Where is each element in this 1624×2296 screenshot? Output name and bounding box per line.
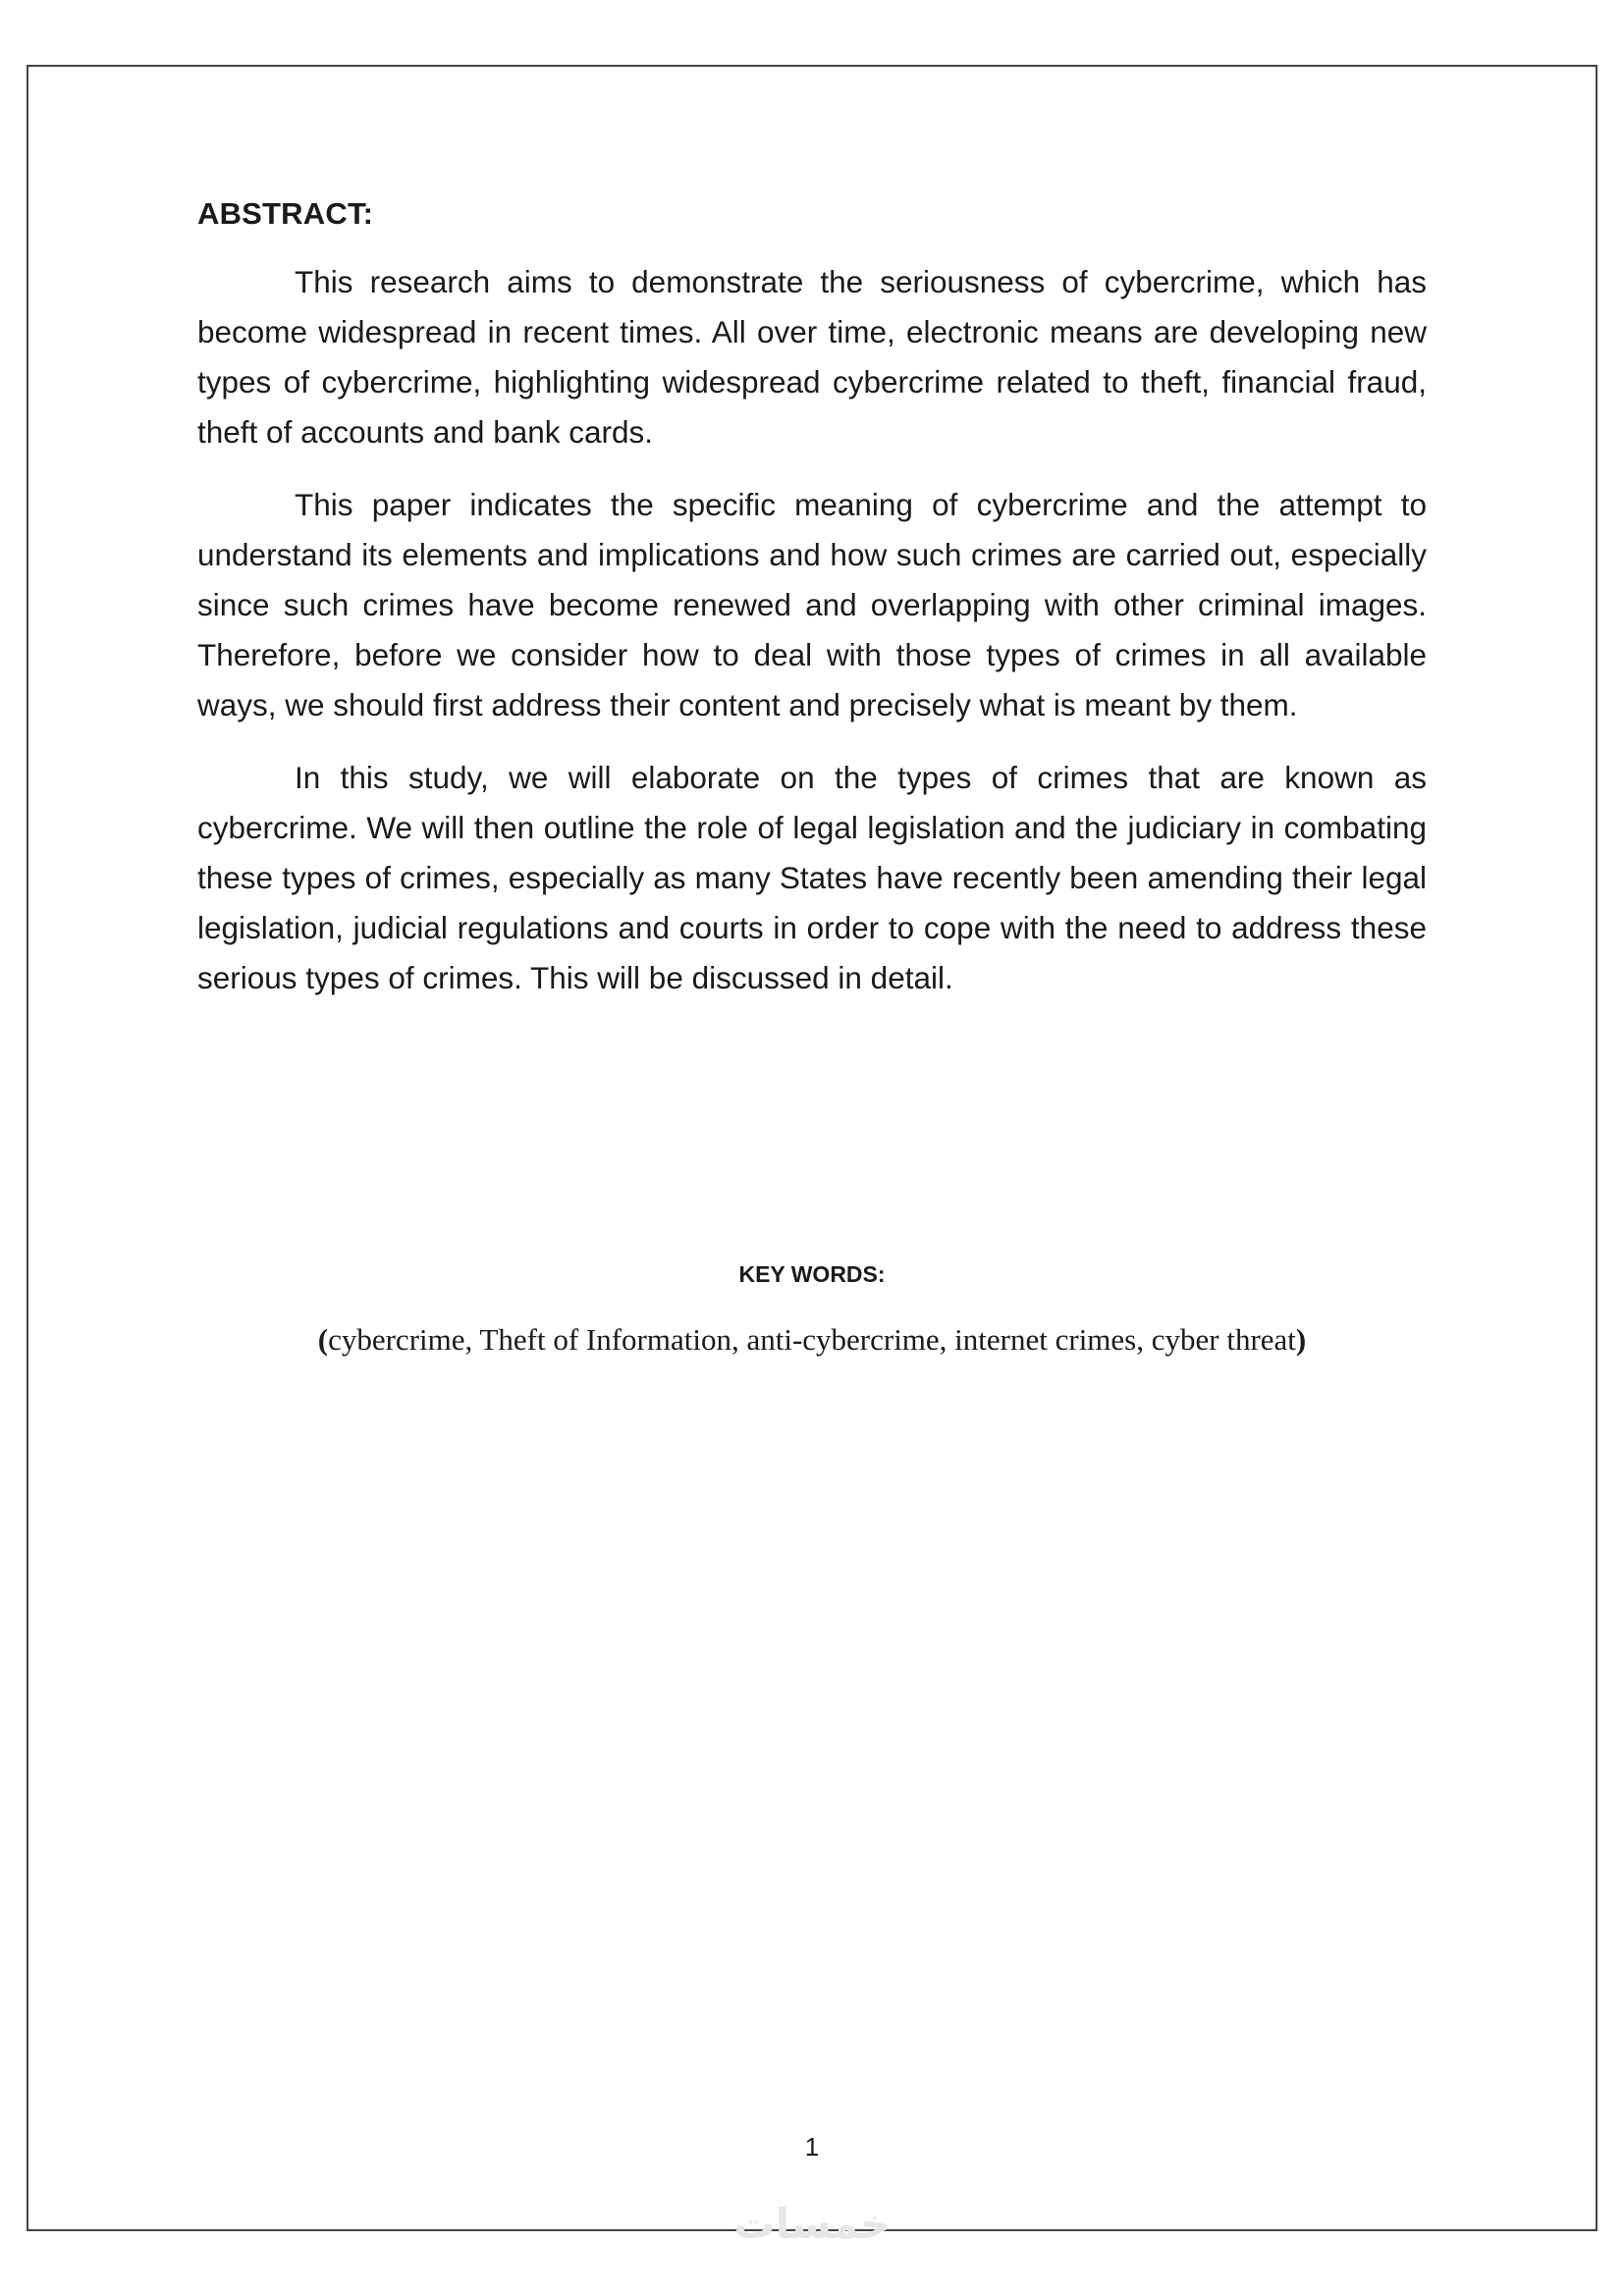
keywords-list: [0, 1322, 1624, 1358]
page-number: 1: [804, 2132, 820, 2162]
keywords-text: cybercrime, Theft of Information, anti-cybercrime, internet crimes, cyber threat: [328, 1322, 1296, 1357]
keywords-title: KEY WORDS:: [738, 1261, 886, 1287]
keywords-close-paren: ): [1295, 1322, 1307, 1357]
abstract-paragraph-1: This research aims to demonstrate the seriousness of cybercrime, which has become widespread in recent times. All over time, electronic means are developing new types of cybercrime, highlighting widespread cybercrime related to theft, financial fraud, theft of accounts and bank cards.: [197, 264, 1427, 450]
abstract-heading: ABSTRACT:: [197, 196, 374, 231]
abstract-section: [197, 196, 1427, 1026]
keywords-open-paren: (: [317, 1322, 329, 1357]
abstract-paragraph-3: In this study, we will elaborate on the types of crimes that are known as cybercrime. We will then outline the role of legal legislation and the judiciary in combating these types of crimes, especially as many States have recently been amending their legal legislation, judicial regulations and courts in order to cope with the need to address these serious types of crimes. This will be discussed in detail.: [197, 760, 1427, 995]
watermark-logo: [712, 2199, 913, 2248]
abstract-paragraph-2: This paper indicates the specific meaning of cybercrime and the attempt to understand its elements and implications and how such crimes are carried out, especially since such crimes have become renewed and overlapping with other criminal images. Therefore, before we consider how to deal with those types of crimes in all available ways, we should first address their content and precisely what is meant by them.: [197, 487, 1427, 722]
svg-text:خمسات: خمسات: [733, 2200, 891, 2248]
